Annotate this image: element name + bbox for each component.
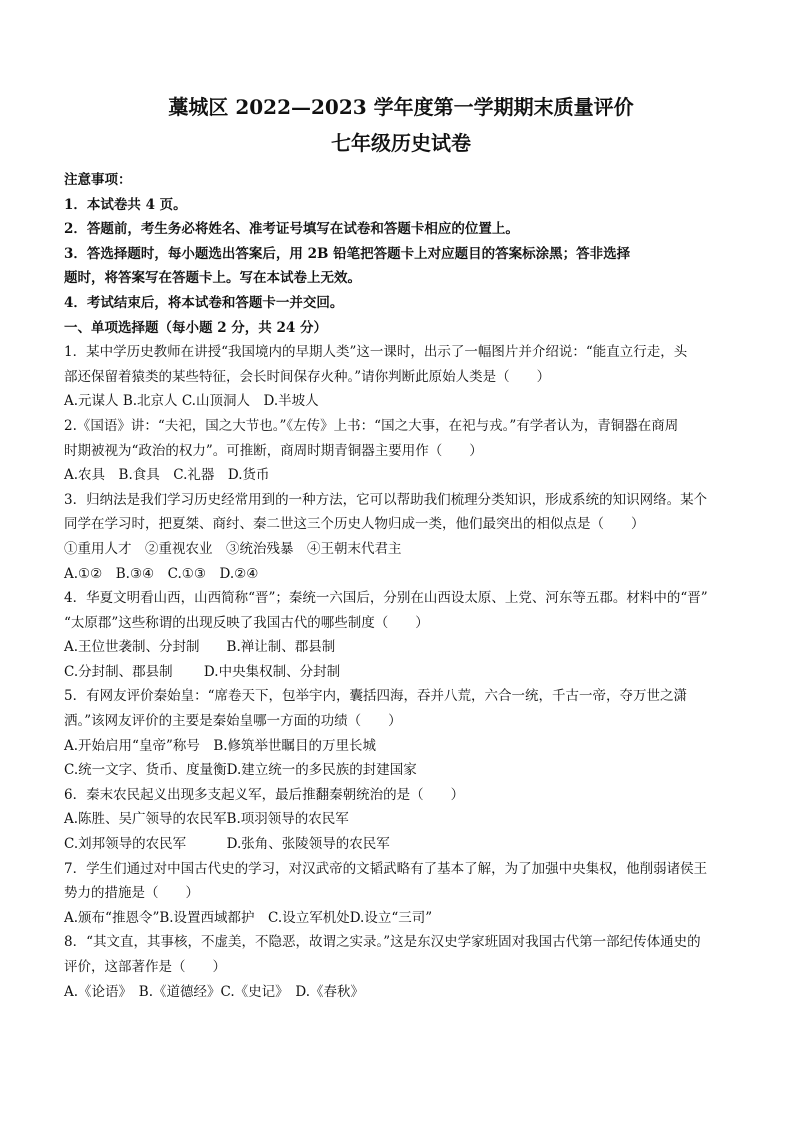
question-text: 洒。”该网友评价的主要是秦始皇哪一方面的功绩（ ） bbox=[64, 713, 402, 730]
question-text: 6．秦末农民起义出现多支起义军，最后推翻秦朝统治的是（ ） bbox=[64, 786, 465, 803]
answer-options: A.陈胜、吴广领导的农民军B.项羽领导的农民军 bbox=[64, 811, 349, 828]
note-item: 题时，将答案写在答题卡上。写在本试卷上无效。 bbox=[64, 270, 361, 287]
question-text: 5．有网友评价秦始皇：“席卷天下，包举宇内，囊括四海，吞并八荒，六合一统，千古一帝，夺万世之潇 bbox=[64, 688, 687, 705]
question-text: 势力的措施是（ ） bbox=[64, 885, 199, 902]
exam-subtitle: 七年级历史试卷 bbox=[331, 131, 471, 155]
question-text: 7．学生们通过对中国古代史的学习，对汉武帝的文韬武略有了基本了解，为了加强中央集权，他削弱诸侯王 bbox=[64, 860, 708, 877]
question-text: “太原郡”这些称谓的出现反映了我国古代的哪些制度（ ） bbox=[64, 614, 429, 631]
answer-options: C.统一文字、货币、度量衡D.建立统一的多民族的封建国家 bbox=[64, 762, 417, 779]
notes-heading: 注意事项： bbox=[64, 172, 132, 188]
note-item: 2．答题前，考生务必将姓名、准考证号填写在试卷和答题卡相应的位置上。 bbox=[64, 221, 519, 238]
question-statements: ①重用人才 ②重视农业 ③统治残暴 ④王朝末代君主 bbox=[64, 540, 402, 557]
answer-options: A.开始启用“皇帝”称号 B.修筑举世瞩目的万里长城 bbox=[64, 737, 377, 754]
answer-options: C.刘邦领导的农民军 D.张角、张陵领导的农民军 bbox=[64, 836, 390, 853]
questions bbox=[64, 340, 738, 1004]
question-5 bbox=[64, 684, 738, 782]
question-text: 1．某中学历史教师在讲授“我国境内的早期人类”这一课时，出示了一幅图片并介绍说：“能直立行走，头 bbox=[64, 344, 688, 361]
question-text: 同学在学习时，把夏桀、商纣、秦二世这三个历史人物归成一类，他们最突出的相似点是（ ） bbox=[64, 516, 645, 533]
question-6 bbox=[64, 783, 738, 857]
note-item: 3．答选择题时，每小题选出答案后，用 2B 铅笔把答题卡上对应题目的答案标涂黑；答非选择 bbox=[64, 245, 631, 262]
question-text: 4．华夏文明看山西，山西简称“晋”；秦统一六国后，分别在山西设太原、上党、河东等五郡。材料中的“晋” bbox=[64, 590, 708, 607]
answer-options: A.王位世袭制、分封制 B.禅让制、郡县制 bbox=[64, 639, 336, 656]
answer-options: A.农具 B.食具 C.礼器 D.货币 bbox=[64, 467, 270, 484]
question-text: 评价，这部著作是（ ） bbox=[64, 959, 226, 975]
question-7 bbox=[64, 857, 738, 931]
question-text: 部还保留着猿类的某些特征，会长时间保存火种。”请你判断此原始人类是（ ） bbox=[64, 368, 551, 385]
question-1 bbox=[64, 340, 738, 414]
question-2 bbox=[64, 414, 738, 488]
section-heading: 一、单项选择题（每小题 2 分，共 24 分） bbox=[64, 319, 327, 336]
note-item: 4．考试结束后，将本试卷和答题卡一并交回。 bbox=[64, 294, 344, 311]
question-text: 3．归纳法是我们学习历史经常用到的一种方法，它可以帮助我们梳理分类知识，形成系统的知识网络。某个 bbox=[64, 491, 708, 508]
question-text: 2.《国语》讲：“夫祀，国之大节也。”《左传》上书：“国之大事，在祀与戎。”有学者认为，青铜器在商周 bbox=[64, 417, 679, 434]
answer-options: A.①② B.③④ C.①③ D.②④ bbox=[64, 565, 259, 582]
answer-options: A.颁布“推恩令”B.设置西域都护 C.设立军机处D.设立“三司” bbox=[64, 909, 433, 926]
answer-options: A.元谋人 B.北京人 C.山顶洞人 D.半坡人 bbox=[64, 393, 319, 410]
question-8 bbox=[64, 930, 738, 1004]
question-3 bbox=[64, 488, 738, 586]
question-text: 8．“其文直，其事核，不虚美，不隐恶，故谓之实录。”这是东汉史学家班固对我国古代第一部纪传体通史的 bbox=[64, 934, 701, 951]
answer-options: A.《论语》 B.《道德经》C.《史记》 D.《春秋》 bbox=[64, 983, 365, 1000]
question-4 bbox=[64, 586, 738, 684]
answer-options: C.分封制、郡县制 D.中央集权制、分封制 bbox=[64, 663, 341, 680]
exam-title: 藁城区 2022—2023 学年度第一学期期末质量评价 bbox=[168, 95, 634, 119]
question-text: 时期被视为“政治的权力”。可推断，商周时期青铜器主要用作（ ） bbox=[64, 442, 483, 459]
note-item: 1．本试卷共 4 页。 bbox=[64, 196, 187, 213]
notes-section bbox=[64, 168, 738, 340]
